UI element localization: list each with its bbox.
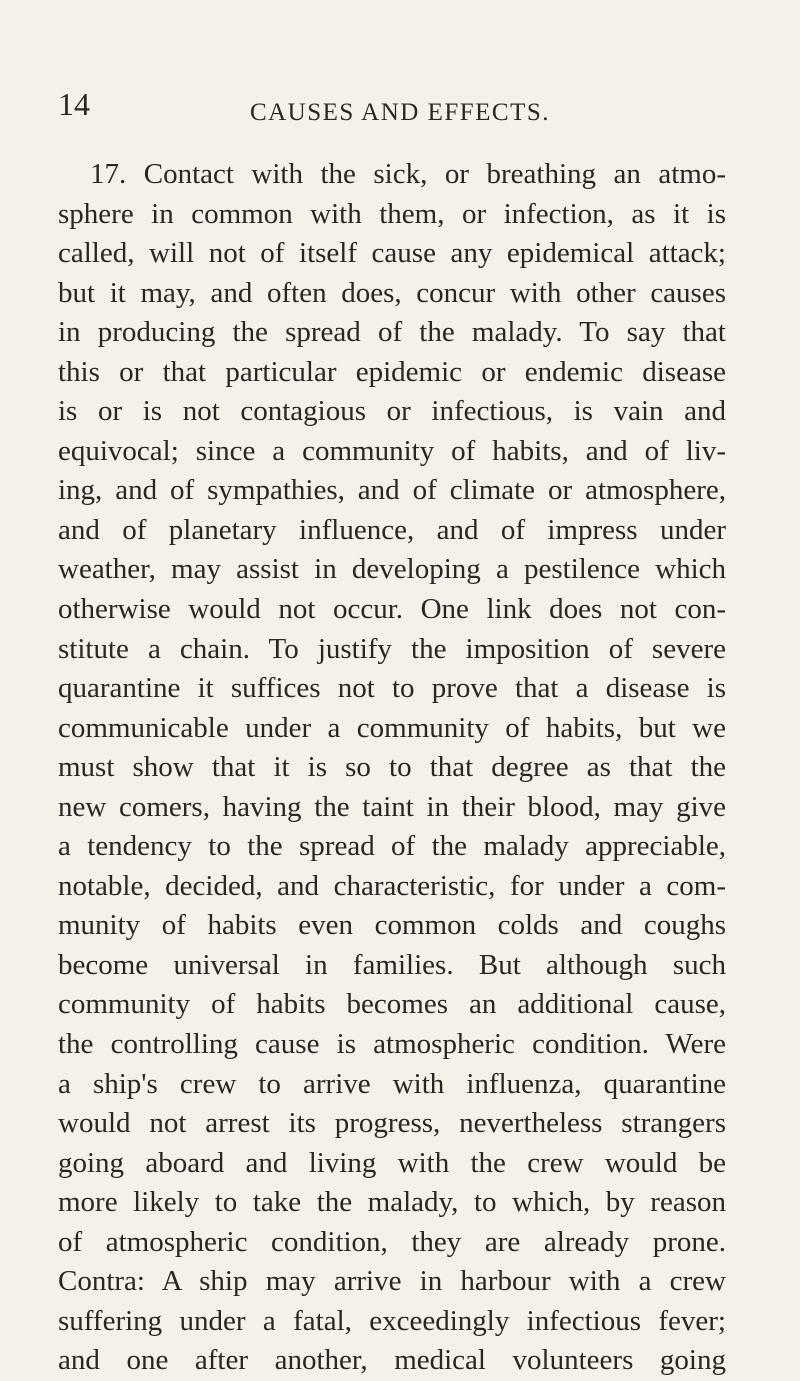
text-line: communicable under a community of habits, but we	[58, 711, 726, 744]
text-line: community of habits becomes an additional cause,	[58, 988, 726, 1021]
text-line: in producing the spread of the malady. To say that	[58, 316, 726, 349]
text-line: weather, may assist in developing a pestilence which	[58, 553, 726, 586]
text-line: and one after another, medical volunteers going	[58, 1344, 726, 1377]
text-line: Contra: A ship may arrive in harbour with a crew	[58, 1265, 726, 1298]
text-line: become universal in families. But although such	[58, 948, 726, 981]
text-line: sphere in common with them, or infection, as it is	[58, 197, 726, 230]
text-line: otherwise would not occur. One link does not con-	[58, 593, 726, 626]
text-line: ing, and of sympathies, and of climate or atmosphere,	[58, 474, 726, 507]
text-line: is or is not contagious or infectious, is vain and	[58, 395, 726, 428]
text-line: suffering under a fatal, exceedingly infectious fever;	[58, 1304, 726, 1337]
text-line: must show that it is so to that degree as that the	[58, 751, 726, 784]
text-line: the controlling cause is atmospheric condition. Were	[58, 1028, 726, 1061]
text-line: new comers, having the taint in their blood, may give	[58, 790, 726, 823]
text-line: this or that particular epidemic or endemic disease	[58, 355, 726, 388]
text-line: quarantine it suffices not to prove that a disease is	[58, 672, 726, 705]
text-line: called, will not of itself cause any epidemical attack;	[58, 237, 726, 270]
text-line: munity of habits even common colds and coughs	[58, 909, 726, 942]
text-line: a ship's crew to arrive with influenza, quarantine	[58, 1067, 726, 1100]
text-line: notable, decided, and characteristic, for under a com-	[58, 869, 726, 902]
text-line: but it may, and often does, concur with other causes	[58, 276, 726, 309]
text-line: would not arrest its progress, nevertheless strangers	[58, 1107, 726, 1140]
text-line: 17. Contact with the sick, or breathing an atmo-	[90, 158, 726, 190]
text-line: of atmospheric condition, they are already prone.	[58, 1225, 726, 1258]
text-line: a tendency to the spread of the malady appreciable,	[58, 830, 726, 863]
text-line: and of planetary influence, and of impress under	[58, 513, 726, 546]
text-line: stitute a chain. To justify the imposition of severe	[58, 632, 726, 665]
running-head: CAUSES AND EFFECTS.	[249, 99, 551, 126]
body-text	[58, 155, 726, 1381]
text-line: going aboard and living with the crew would be	[58, 1146, 726, 1179]
text-line: more likely to take the malady, to which, by reason	[58, 1186, 726, 1219]
text-line: equivocal; since a community of habits, and of liv-	[58, 434, 726, 467]
page-number: 14	[58, 86, 90, 122]
